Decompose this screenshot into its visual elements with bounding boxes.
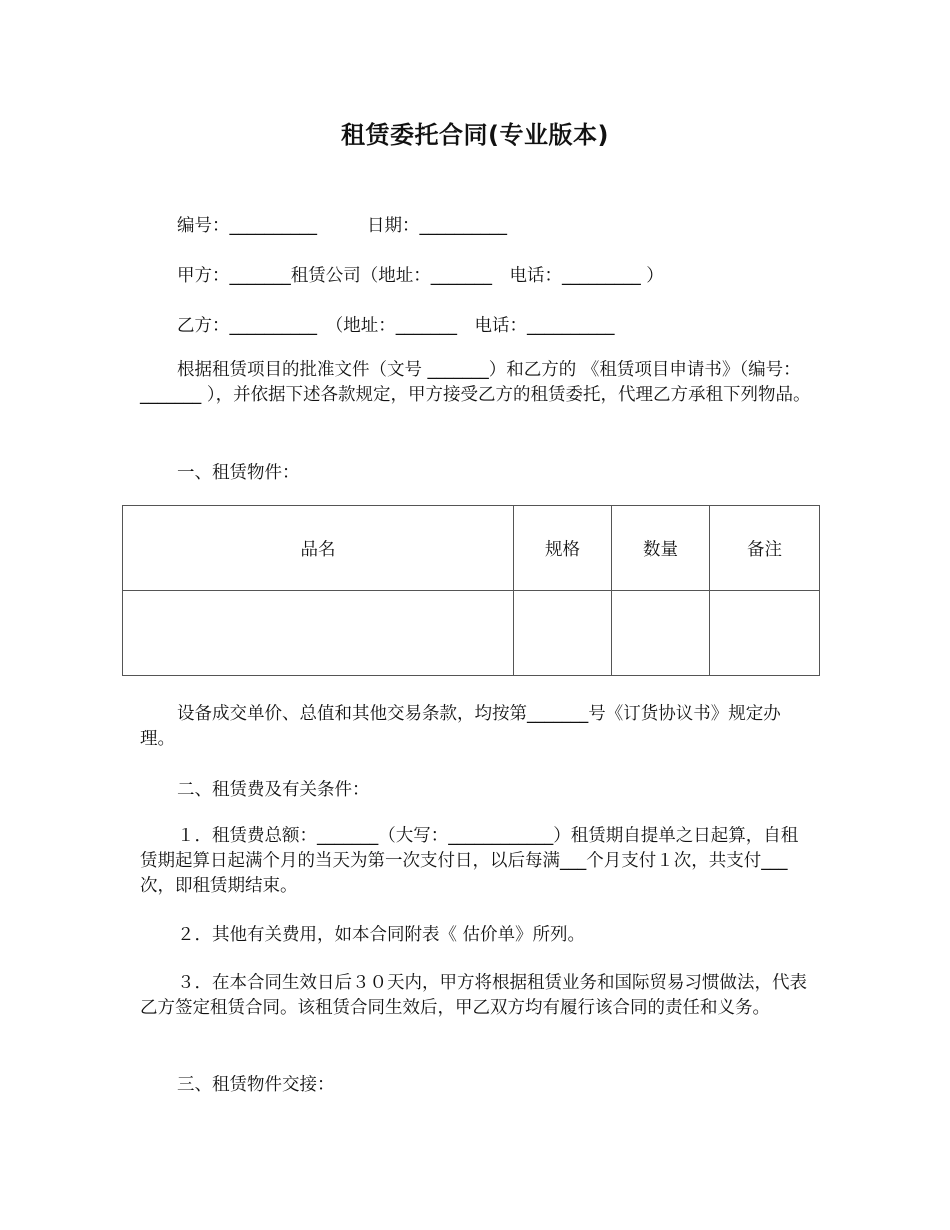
section-2-heading: 二、租赁费及有关条件： — [177, 780, 370, 800]
party-b-line: 乙方：__________ （地址：_______ 电话：__________ — [177, 316, 615, 336]
number-field: 编号：__________ — [177, 216, 317, 236]
section-3-heading: 三、租赁物件交接： — [177, 1075, 335, 1095]
section-1-heading: 一、租赁物件： — [177, 463, 300, 483]
clause-3: ３．在本合同生效日后３０天内，甲方将根据租赁业务和国际贸易习惯做法，代表乙方签定租赁合同。该租赁合同生效后，甲乙双方均有履行该合同的责任和义务。 — [140, 973, 807, 1018]
clause-1: １．租赁费总额：_______（大写：____________）租赁期自提单之日起算，自租赁期起算日起满个月的当天为第一次支付日，以后每满___个月支付１次，共支付___次，即租赁期结束。 — [140, 826, 799, 896]
table-cell — [612, 591, 710, 676]
table-cell — [123, 591, 514, 676]
document-title: 租赁委托合同(专业版本) — [341, 121, 609, 149]
table-cell — [710, 591, 820, 676]
header-remarks: 备注 — [710, 506, 820, 591]
table-header-row — [123, 506, 820, 591]
date-field: 日期：__________ — [367, 216, 507, 236]
header-item-name: 品名 — [123, 506, 514, 591]
items-table — [122, 505, 820, 676]
intro-paragraph: 根据租赁项目的批准文件（文号 _______）和乙方的 《租赁项目申请书》（编号：_______ ），并依据下述各款规定，甲方接受乙方的租赁委托，代理乙方承租下列物品。 — [140, 360, 811, 405]
table-row — [123, 591, 820, 676]
number-date-line — [140, 212, 852, 237]
header-quantity: 数量 — [612, 506, 710, 591]
header-spec: 规格 — [514, 506, 612, 591]
clause-2: ２．其他有关费用，如本合同附表《 估价单》所列。 — [177, 925, 586, 945]
table-cell — [514, 591, 612, 676]
pricing-paragraph: 设备成交单价、总值和其他交易条款，均按第_______号《订货协议书》规定办理。 — [140, 704, 781, 749]
party-a-line: 甲方：_______租赁公司（地址：_______ 电话：_________ ） — [177, 266, 664, 286]
